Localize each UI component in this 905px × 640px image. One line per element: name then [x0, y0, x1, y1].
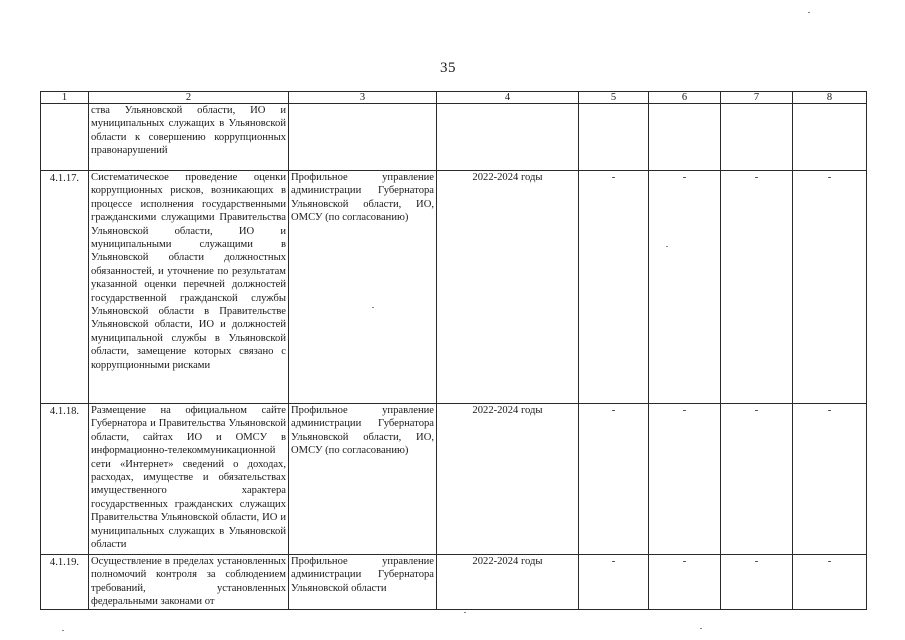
funding-cell: -: [649, 555, 721, 610]
scan-speck: [62, 630, 64, 631]
column-header: 7: [721, 92, 793, 104]
measures-table: [40, 91, 867, 610]
executor-text: Профильное управление администрации Губернатора Ульяновской области, ИО, ОМСУ (по согласованию): [289, 404, 437, 555]
column-header: 6: [649, 92, 721, 104]
column-header: 3: [289, 92, 437, 104]
funding-cell: [721, 104, 793, 171]
scan-speck: [700, 628, 702, 629]
page-number: 35: [440, 60, 456, 76]
period-text: 2022-2024 годы: [437, 404, 579, 555]
period-text: 2022-2024 годы: [437, 555, 579, 610]
table-row: [41, 171, 867, 404]
row-number: 4.1.19.: [41, 555, 89, 610]
row-number: [41, 104, 89, 171]
funding-cell: -: [649, 171, 721, 404]
funding-cell: -: [793, 404, 867, 555]
scan-speck: [666, 246, 668, 247]
column-header: 4: [437, 92, 579, 104]
executor-text: Профильное управление администрации Губернатора Ульяновской области: [289, 555, 437, 610]
scan-speck: [808, 12, 810, 13]
funding-cell: -: [579, 404, 649, 555]
funding-cell: -: [793, 555, 867, 610]
executor-text: Профильное управление администрации Губернатора Ульяновской области, ИО, ОМСУ (по согласованию): [289, 171, 437, 404]
table-row: [41, 555, 867, 610]
executor-text: [289, 104, 437, 171]
measure-text: Размещение на официальном сайте Губернатора и Правительства Ульяновской области, сайтах ИО и ОМСУ в информационно-телекоммуникационной сети «Интернет» сведений о доходах, расходах, имуществе и обязательствах имущественного характера государственных гражданских служащих Правительства Ульяновской области, ИО и муниципальных служащих в Ульяновской области: [89, 404, 289, 555]
scan-speck: [464, 612, 466, 613]
funding-cell: [793, 104, 867, 171]
funding-cell: -: [649, 404, 721, 555]
funding-cell: -: [579, 555, 649, 610]
period-text: 2022-2024 годы: [437, 171, 579, 404]
scan-speck: [372, 307, 374, 308]
funding-cell: [649, 104, 721, 171]
funding-cell: -: [721, 171, 793, 404]
measure-text: Систематическое проведение оценки коррупционных рисков, возникающих в процессе исполнения государственными гражданскими служащими Правительства Ульяновской области, ИО и муниципальными служащими в Ульяновской области должностных обязанностей, и уточнение по результатам указанной оценки перечней должностей государственной гражданской службы Ульяновской области в Правительстве Ульяновской области, ИО и должностей муниципальной службы в Ульяновской области, замещение которых связано с коррупционными рисками: [89, 171, 289, 404]
table-header-row: [41, 92, 867, 104]
funding-cell: [579, 104, 649, 171]
funding-cell: -: [579, 171, 649, 404]
funding-cell: -: [793, 171, 867, 404]
column-header: 5: [579, 92, 649, 104]
period-text: [437, 104, 579, 171]
measure-text: ства Ульяновской области, ИО и муниципальных служащих в Ульяновской области к совершению коррупционных правонарушений: [89, 104, 289, 171]
row-number: 4.1.18.: [41, 404, 89, 555]
row-number: 4.1.17.: [41, 171, 89, 404]
funding-cell: -: [721, 404, 793, 555]
column-header: 1: [41, 92, 89, 104]
table-row: [41, 104, 867, 171]
column-header: 2: [89, 92, 289, 104]
column-header: 8: [793, 92, 867, 104]
measure-text: Осуществление в пределах установленных полномочий контроля за соблюдением требований, установленных федеральными законами от: [89, 555, 289, 610]
table-row: [41, 404, 867, 555]
funding-cell: -: [721, 555, 793, 610]
